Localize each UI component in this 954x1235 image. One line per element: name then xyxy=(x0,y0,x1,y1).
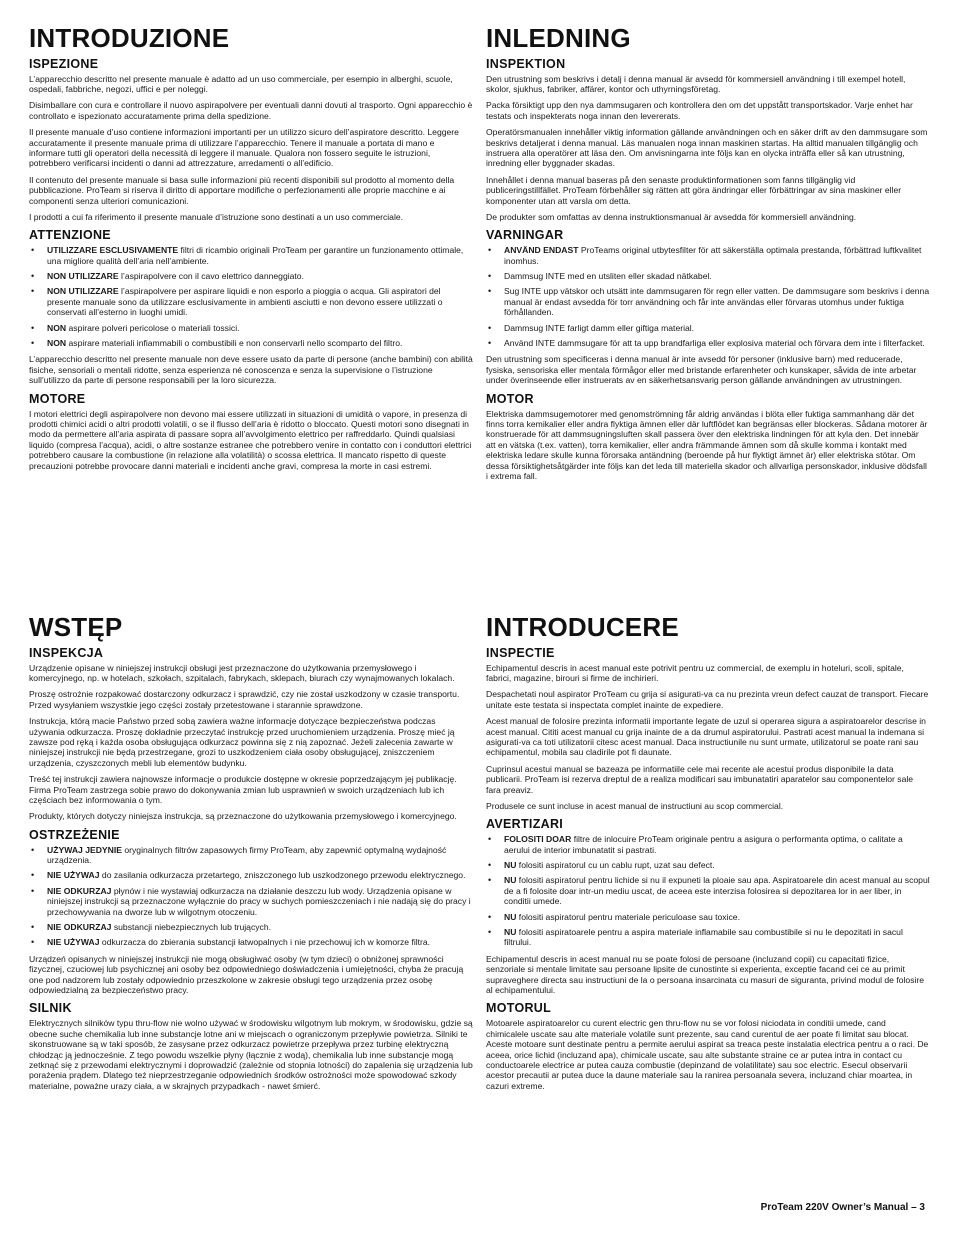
paragraph: Proszę ostrożnie rozpakować dostarczony odkurzacz i sprawdzić, czy nie został uszkodzony w czasie transportu. Przed wysyłaniem wszystkie jego części zostały przetestowane i starannie sprawdzone. xyxy=(29,689,460,710)
section-title: INTRODUZIONE xyxy=(29,23,230,53)
subsection-heading: MOTOR xyxy=(486,391,534,406)
paragraph: I motori elettrici degli aspirapolvere non devono mai essere utilizzati in situazioni di umidità o vapore, in presenza di prodotti chimici acidi o altri prodotti volatili, o se il flusso dell’aria è ridotto o bloccato. Questi motori sono disegnati in modo da permettere all’aria aspirata di passare sopra all’avvolgimento elettrico per raffreddarlo. Quindi qualsiasi liquido (compresa l’acqua), acidi, o altre sostanze estranee che potrebbero venire in contatto con i conduttori elettrici potrebbero causare la combustione (in relazione alla volatilità) o scossa elettrica. Il mancato rispetto di queste precauzioni potrebbe provocare danni materiali e incidenti anche gravi, compresa la morte in casi estremi. xyxy=(29,408,472,471)
emphasis: NON xyxy=(47,338,67,349)
list-item xyxy=(29,286,473,317)
list-item-text: płynów i nie wystawiaj odkurzacza na działanie deszczu lub wody. Urządzenia opisane w niniejszej instrukcji są przeznaczone wyłącznie do pracy w suchych pomieszczeniach i nie nadają się do pracy i przechowywania na dworze lub w wilgotnym otoczeniu. xyxy=(47,885,471,917)
page-footer: ProTeam 220V Owner’s Manual – 3 xyxy=(760,1202,925,1213)
list-item-text: aspirare materiali infiammabili o combustibili e non conservarli nello scomparto del filtro. xyxy=(66,338,403,349)
emphasis: NU xyxy=(504,875,517,886)
paragraph: De produkter som omfattas av denna instruktionsmanual är avsedda för kommersiell användning. xyxy=(486,211,857,222)
list-item-text: Sug INTE upp vätskor och utsätt inte dammsugaren för regn eller vatten. De dammsugare som beskrivs i denna manual är endast avsedda för torr användning och får inte användas eller förvaras utomhus under fuktiga förhållanden. xyxy=(504,286,930,318)
list-item xyxy=(29,245,473,266)
list-item xyxy=(486,245,930,266)
paragraph: Den utrustning som specificeras i denna manual är inte avsedd för personer (inklusive barn) med reducerade, fysiska, sensoriska eller mentala förmågor eller med bristande erfarenheter och kunskaper, såvida de inte arbetar under överinseende eller instruerats av en säkerhetsansvarig person gällande användningen av utrustningen. xyxy=(486,354,917,386)
paragraph: Urządzenie opisane w niniejszej instrukcji obsługi jest przeznaczone do użytkowania przemysłowego i komercyjnego, np. w hotelach, szkołach, szpitalach, fabrykach, sklepach, biurach czy wynajmowanych lokalach. xyxy=(29,662,455,683)
list-item-text: folositi aspiratoarele pentru a aspira materiale inflamabile sau combustibile si nu le depozitati in sacul filtrului. xyxy=(504,927,903,948)
subsection-heading: ATTENZIONE xyxy=(29,228,111,243)
list-item xyxy=(29,937,473,947)
emphasis: UŻYWAJ JEDYNIE xyxy=(47,844,122,855)
subsection-heading: SILNIK xyxy=(29,1001,72,1016)
subsection-heading: OSTRZEŻENIE xyxy=(29,827,120,842)
list-item-text: Använd INTE dammsugare för att ta upp brandfarliga eller explosiva material och förvara dem inte i filterfacket. xyxy=(504,338,925,349)
paragraph: Cuprinsul acestui manual se bazeaza pe informatiile cele mai recente ale acestui produs disponibile la data publicarii. ProTeam isi rezerva dreptul de a realiza modificari sau imbunatatiri aparatelor sau componentelor sale fara preaviz. xyxy=(486,763,914,795)
emphasis: NU xyxy=(504,927,517,938)
paragraph: L’apparecchio descritto nel presente manuale non deve essere usato da parte di persone (anche bambini) con abilità fisiche, sensoriali o mentali ridotte, senza esperienza né conoscenza e senza la supervisione o l’istruzione sull’utilizzo da parte di persone responsabili per la loro sicurezza. xyxy=(29,354,473,386)
paragraph: L’apparecchio descritto nel presente manuale è adatto ad un uso commerciale, per esempio in alberghi, scuole, ospedali, fabbriche, negozi, uffici e per noleggi. xyxy=(29,73,453,94)
list-item xyxy=(29,271,473,281)
subsection-heading: INSPEKTION xyxy=(486,56,566,71)
subsection-heading: INSPEKCJA xyxy=(29,645,104,660)
list-item-text: ProTeams original utbytesfilter för att säkerställa optimala prestanda, förbättrad luftkvalitet inomhus. xyxy=(504,245,922,266)
list-item-text: Dammsug INTE farligt damm eller giftiga material. xyxy=(504,322,695,333)
paragraph: Den utrustning som beskrivs i detalj i denna manual är avsedd för kommersiell användning i till exempel hotell, skolor, sjukhus, fabriker, affärer, kontor och uthyrningsföretag. xyxy=(486,73,906,94)
subsection-heading: ISPEZIONE xyxy=(29,56,99,71)
list-item xyxy=(486,286,930,317)
list-item-text: folositi aspiratorul cu un cablu rupt, uzat sau defect. xyxy=(516,860,715,871)
emphasis: NON UTILIZZARE xyxy=(47,271,119,282)
subsection-heading: VARNINGAR xyxy=(486,228,564,243)
section-title: WSTĘP xyxy=(29,612,123,642)
list-item-text: folositi aspiratorul pentru lichide si nu il expuneti la ploaie sau apa. Aspiratoarele din acest manual au scopul de a fi folosite doar intr-un mediu uscat, de aceea este interzisa folosirea si depozitarea lor in aer liber, in conditii umede. xyxy=(504,875,930,907)
paragraph: Treść tej instrukcji zawiera najnowsze informacje o produkcie dostępne w okresie poprzedzającym jej publikację. Firma ProTeam zastrzega sobie prawo do dokonywania zmian lub usprawnień w swoich urządzeniach lub ich częściach bez informowania o tym. xyxy=(29,774,457,805)
list-item-text: filtri di ricambio originali ProTeam per garantire un funzionamento ottimale, una migliore qualità dell’aria nell’ambiente. xyxy=(47,245,464,266)
subsection-heading: INSPECTIE xyxy=(486,645,555,660)
paragraph: Echipamentul descris in acest manual nu se poate folosi de persoane (incluzand copii) cu capacitati fizice, senzoriale si mentale limitate sau persoane lipsite de cunostinte si experienta, exceptie facand cei ce au primit supraveghere directa sau instructiuni de la o persoana insarcinata cu masuri de siguranta, privind modul de folosire al echipamentului. xyxy=(486,953,925,995)
section-polish xyxy=(29,613,473,1097)
section-romanian xyxy=(486,613,930,1097)
paragraph: Produsele ce sunt incluse in acest manual de instructiuni au scop commercial. xyxy=(486,800,784,811)
list-item-text: do zasilania odkurzacza przetartego, zniszczonego lub uszkodzonego przewodu elektrycznego. xyxy=(99,870,466,881)
list-item xyxy=(486,875,930,906)
section-swedish xyxy=(486,24,930,487)
list-item xyxy=(29,338,473,348)
paragraph: Operatörsmanualen innehåller viktig information gällande användningen och en säker drift av den dammsugare som beskrivs detaljerat i denna manual. Läs manualen noga innan maskinen startas. Ha alltid manualen tillgänglig och instruera alla operatörer att läsa den. Om anvisningarna inte följs kan en olycka inträffa eller så kan utrustning, inredning eller byggnader skadas. xyxy=(486,127,928,169)
warning-list xyxy=(29,245,473,348)
list-item xyxy=(486,927,930,948)
list-item-text: Dammsug INTE med en utsliten eller skadad nätkabel. xyxy=(504,271,712,282)
section-italian xyxy=(29,24,473,477)
emphasis: NON UTILIZZARE xyxy=(47,286,119,297)
list-item xyxy=(29,886,473,917)
list-item-text: filtre de inlocuire ProTeam originale pentru a asigura o performanta optima, o calitate a aerului de interior imbunatatit si pastrati. xyxy=(504,834,903,855)
paragraph: Elektrycznych silników typu thru-flow nie wolno używać w środowisku wilgotnym lub mokrym, w środowisku, gdzie są obecne suche chemikalia lub inne substancje lotne ani w miejscach o ograniczonym przepływie powietrza. Silniki te skonstruowane są w taki sposób, że zasysane przez odkurzacz powietrze przepływa przez turbinę elektryczną chłodząc ją jednocześnie. Z tego powodu wszelkie płyny (łącznie z wodą), chemikalia lub inne substancje mogą zetknąć się z przewodami elektrycznymi i doprowadzić (zależnie od stopnia lotności) do zapalenia się urządzenia lub porażenia prądem. Dlatego też nieprzestrzeganie odpowiednich środków ostrożności może spowodować szkody materialne, poważne urazy ciała, a w skrajnych przypadkach - nawet śmierć. xyxy=(29,1018,473,1091)
paragraph: Il contenuto del presente manuale si basa sulle informazioni più recenti disponibili sul prodotto al momento della pubblicazione. ProTeam si riserva il diritto di apportare modifiche o perfezionamenti alle proprie macchine e ai componenti senza ulteriori comunicazioni. xyxy=(29,174,455,206)
emphasis: NU xyxy=(504,860,517,871)
list-item-text: aspirare polveri pericolose o materiali tossici. xyxy=(66,322,240,333)
emphasis: FOLOSITI DOAR xyxy=(504,834,572,845)
emphasis: NU xyxy=(504,911,517,922)
list-item xyxy=(29,922,473,932)
paragraph: Motoarele aspiratoarelor cu curent electric gen thru-flow nu se vor folosi niciodata in conditii umede, cand chimicalele uscate sau alte materiale volatile sunt prezente, sau cand curentul de aer poate fi limitat sau blocat. Aceste motoare sunt destinate pentru a permite aerului aspirat sa treaca peste instalatia electrica pentru a o raci. De aceea, orice lichid (incluzand apa), chimicale uscate, sau alte substante straine ce ar putea intra in contact cu conductoarele electrice ar putea cauza combustie (depinzand de volatilitate) sau soc electric. Esecul observarii acestor precautii ar putea duce la daune materiale sau la ranirea persoanala severa, incluzand chiar moartea, in cazuri extreme. xyxy=(486,1018,929,1091)
list-item-text: odkurzacza do zbierania substancji łatwopalnych i nie przechowuj ich w komorze filtra. xyxy=(99,937,431,948)
emphasis: NON xyxy=(47,322,67,333)
subsection-heading: MOTORUL xyxy=(486,1001,552,1016)
paragraph: Disimballare con cura e controllare il nuovo aspirapolvere per eventuali danni dovuti al trasporto. Ogni apparecchio è controllato e ispezionato accuratamente prima della spedizione. xyxy=(29,100,473,121)
list-item xyxy=(29,323,473,333)
list-item xyxy=(486,834,930,855)
list-item-text: folositi aspiratorul pentru materiale periculoase sau toxice. xyxy=(516,911,740,922)
list-item xyxy=(486,860,930,870)
warning-list xyxy=(29,845,473,948)
paragraph: Innehållet i denna manual baseras på den senaste produktinformationen som fanns tillgänglig vid publiceringstillfället. ProTeam förbehåller sig rätten att göra ändringar eller förbättringar av sina maskiner eller komponenter utan att varsla om detta. xyxy=(486,174,902,206)
paragraph: I prodotti a cui fa riferimento il presente manuale d’istruzione sono destinati a un uso commerciale. xyxy=(29,211,404,222)
warning-list xyxy=(486,245,930,348)
paragraph: Despachetati noul aspirator ProTeam cu grija si asigurati-va ca nu prezinta vreun defect cauzat de transport. Fiecare unitate este testata si inspectata complet inainte de expediere. xyxy=(486,689,929,710)
paragraph: Packa försiktigt upp den nya dammsugaren och kontrollera den om det uppstått transportskador. Varje enhet har testats och inspekterats noga innan den levererats. xyxy=(486,100,913,121)
list-item-text: substancji niebezpiecznych lub trujących. xyxy=(111,922,272,933)
list-item-text: l’aspirapolvere con il cavo elettrico danneggiato. xyxy=(118,271,304,282)
list-item xyxy=(486,323,930,333)
subsection-heading: MOTORE xyxy=(29,391,86,406)
list-item xyxy=(486,338,930,348)
list-item xyxy=(486,912,930,922)
paragraph: Urządzeń opisanych w niniejszej instrukcji nie mogą obsługiwać osoby (w tym dzieci) o obniżonej sprawności fizycznej, czuciowej lub psychicznej ani osoby bez odpowiedniego doświadczenia i umiejętności, chyba że pracują one pod nadzorem lub zostały odpowiednio przeszkolone w zakresie obsługi tego urządzenia przez osobę odpowiedzialną za bezpieczeństwo pracy. xyxy=(29,953,464,995)
paragraph: Elektriska dammsugemotorer med genomströmning får aldrig användas i blöta eller fuktiga sammanhang där det finns torra kemikalier eller andra flyktiga ämnen eller där luftflödet kan begränsas eller blockeras. Sådana motorer är konstruerade för att dammsugningsluften skall passera över den elektriska lindningen för att kyla den. Det innebär att en vätska (t.ex. vatten), torra kemikalier, eller andra främmande ämnen som då skulle komma i kontakt med elektriska ledare skulle kunna förorsaka antändning (beroende på hur flyktigt ämnet är) eller elektriska stötar. Om dessa försiktighetsåtgärder inte följs kan det leda till materiella skador och allvarliga personskador, inklusive dödsfall i extrema fall. xyxy=(486,408,928,481)
emphasis: ANVÄND ENDAST xyxy=(504,245,579,256)
section-title: INLEDNING xyxy=(486,23,631,53)
section-title: INTRODUCERE xyxy=(486,612,679,642)
list-item xyxy=(29,870,473,880)
emphasis: NIE ODKURZAJ xyxy=(47,922,112,933)
emphasis: NIE UŻYWAJ xyxy=(47,937,100,948)
paragraph: Instrukcja, którą macie Państwo przed sobą zawiera ważne informacje dotyczące bezpieczeństwa podczas używania odkurzacza. Proszę dokładnie przeczytać instrukcję przed uruchomieniem urządzenia. Proszę mieć ją zawsze pod ręką i każda osoba obsługująca odkurzacz powinna się z nią zapoznać. Jeżeli zalecenia zawarte w niniejszej instrukcji nie będą przestrzegane, grozi to uszkodzeniem ciała osoby obsługującej, zniszczeniem urządzenia, czyszczonych mebli lub elementów budynku. xyxy=(29,716,455,768)
emphasis: NIE UŻYWAJ xyxy=(47,870,100,881)
list-item xyxy=(486,271,930,281)
list-item-text: l’aspirapolvere per aspirare liquidi e non esporlo a pioggia o acqua. Gli aspiratori del presente manuale sono da utilizzare esclusivamente in ambienti asciutti e non devono essere utilizzati o conservati all’esterno in luoghi umidi. xyxy=(47,286,443,318)
list-item-text: oryginalnych filtrów zapasowych firmy ProTeam, aby zapewnić optymalną wydajność urządzenia. xyxy=(47,844,447,866)
emphasis: UTILIZZARE ESCLUSIVAMENTE xyxy=(47,245,179,256)
paragraph: Produkty, których dotyczy niniejsza instrukcja, są przeznaczone do użytkowania przemysłowego i komercyjnego. xyxy=(29,811,457,822)
emphasis: NIE ODKURZAJ xyxy=(47,885,112,896)
subsection-heading: AVERTIZARI xyxy=(486,817,564,832)
paragraph: Acest manual de folosire prezinta informatii importante legate de uzul si operarea sigura a aspiratoarelor descrise in acest manual. Cititi acest manual cu grija inainte de a da drumul aspiratorului. Pastrati acest manual la indemana si asigurati-va ca toti utilizatorii citesc acest manual. Daca instructiunile nu sunt urmate, utilizatorul se poate rani sau echipamentul, mobila sau cladirile pot fi daunate. xyxy=(486,716,926,758)
paragraph: Echipamentul descris in acest manual este potrivit pentru uz commercial, de exemplu in hoteluri, scoli, spitale, fabrici, magazine, birouri si firme de inchirieri. xyxy=(486,662,904,683)
paragraph: Il presente manuale d’uso contiene informazioni importanti per un utilizzo sicuro dell’aspiratore descritto. Leggere accuratamente il presente manuale prima di utilizzare l’apparecchio. Tenere il manuale a portata di mano e informare tutti gli operatori della necessità di leggere il manuale. Qualora non fossero seguite le istruzioni, potrebbero verificarsi incidenti o danni ad attrezzature, arredamenti o all’edificio. xyxy=(29,127,459,169)
warning-list xyxy=(486,834,930,948)
list-item xyxy=(29,845,473,866)
